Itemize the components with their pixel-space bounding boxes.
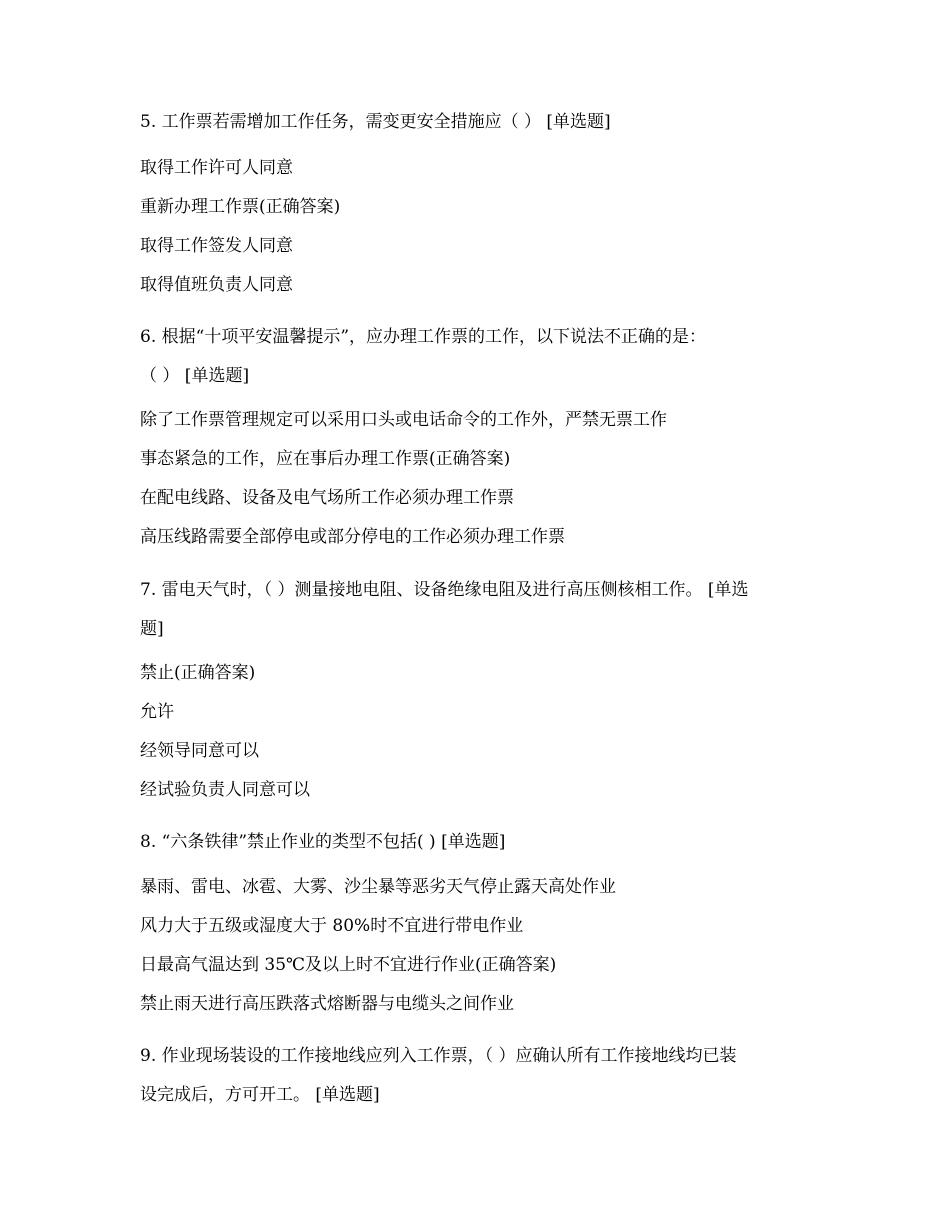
question-5-option-b: 重新办理工作票(正确答案) — [140, 197, 341, 217]
question-6-title-line-2: （ ） [单选题] — [140, 366, 250, 386]
question-7-option-b: 允许 — [140, 702, 174, 722]
question-8-option-c: 日最高气温达到 35℃及以上时不宜进行作业(正确答案) — [140, 955, 557, 975]
question-7-title-line-1: 7. 雷电天气时，（ ）测量接地电阻、设备绝缘电阻及进行高压侧核相工作。 [单选 — [140, 580, 749, 600]
question-5-option-c: 取得工作签发人同意 — [140, 236, 293, 256]
question-8-option-b: 风力大于五级或湿度大于 80%时不宜进行带电作业 — [140, 916, 524, 936]
question-7-option-c: 经领导同意可以 — [140, 741, 259, 761]
question-8-option-a: 暴雨、雷电、冰雹、大雾、沙尘暴等恶劣天气停止露天高处作业 — [140, 877, 616, 897]
question-6-option-a: 除了工作票管理规定可以采用口头或电话命令的工作外，严禁无票工作 — [140, 410, 667, 430]
question-5-title: 5. 工作票若需增加工作任务，需变更安全措施应（ ） [单选题] — [140, 112, 611, 132]
question-9-title-line-1: 9. 作业现场装设的工作接地线应列入工作票，（ ）应确认所有工作接地线均已装 — [140, 1046, 737, 1066]
question-5-option-a: 取得工作许可人同意 — [140, 158, 293, 178]
question-6-option-b: 事态紧急的工作，应在事后办理工作票(正确答案) — [140, 449, 511, 469]
question-8-option-d: 禁止雨天进行高压跌落式熔断器与电缆头之间作业 — [140, 994, 514, 1014]
question-7-option-a: 禁止(正确答案) — [140, 663, 256, 683]
question-7-option-d: 经试验负责人同意可以 — [140, 780, 310, 800]
question-9-title-line-2: 设完成后，方可开工。 [单选题] — [140, 1085, 380, 1105]
question-6-option-c: 在配电线路、设备及电气场所工作必须办理工作票 — [140, 488, 514, 508]
question-8-title: 8. “六条铁律”禁止作业的类型不包括( ) [单选题] — [140, 832, 506, 852]
question-7-title-line-2: 题] — [140, 619, 164, 639]
question-6-title-line-1: 6. 根据“十项平安温馨提示”，应办理工作票的工作，以下说法不正确的是： — [140, 327, 707, 347]
question-5-option-d: 取得值班负责人同意 — [140, 275, 293, 295]
question-6-option-d: 高压线路需要全部停电或部分停电的工作必须办理工作票 — [140, 527, 565, 547]
